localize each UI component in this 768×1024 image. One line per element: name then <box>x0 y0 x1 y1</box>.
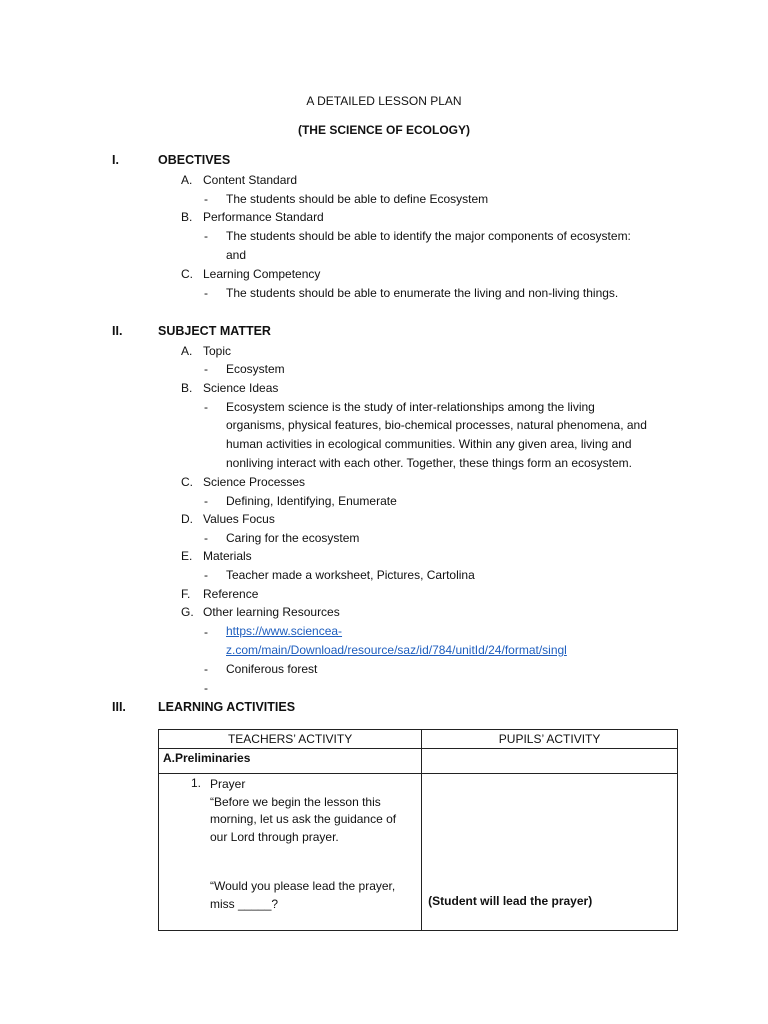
section-title-learning-activities: LEARNING ACTIVITIES <box>158 700 296 714</box>
objectives-a-detail: The students should be able to define Ecosystem <box>226 192 489 206</box>
subject-d-label: Values Focus <box>203 512 275 526</box>
subject-g-dash-1: - <box>204 625 208 639</box>
subject-b-dash: - <box>204 400 208 414</box>
subject-a-label: Topic <box>203 344 232 358</box>
subject-a-dash: - <box>204 362 208 376</box>
section-numeral-subject-matter: II. <box>112 324 123 338</box>
section-numeral-learning-activities: III. <box>112 700 126 714</box>
objectives-a-dash: - <box>204 192 208 206</box>
subject-e-label: Materials <box>203 549 252 563</box>
table-row <box>159 774 678 931</box>
document-title: A DETAILED LESSON PLAN <box>306 94 462 108</box>
subject-e-detail: Teacher made a worksheet, Pictures, Cartolina <box>226 568 475 582</box>
prayer-quote2-line2: miss _____? <box>210 896 279 911</box>
table-header-row <box>159 730 678 749</box>
resource-link-line2[interactable]: z.com/main/Download/resource/saz/id/784/unitId/24/format/singl <box>226 643 567 657</box>
subject-f-letter: F. <box>181 587 191 601</box>
subject-c-label: Science Processes <box>203 475 306 489</box>
activities-table <box>158 729 678 931</box>
student-response: (Student will lead the prayer) <box>428 894 593 908</box>
prayer-quote1-line2: morning, let us ask the guidance of <box>210 812 397 826</box>
subject-d-detail: Caring for the ecosystem <box>226 531 360 545</box>
subject-g-letter: G. <box>181 605 194 619</box>
objectives-b-dash: - <box>204 229 208 243</box>
prayer-block <box>210 776 420 846</box>
subject-c-letter: C. <box>181 475 193 489</box>
pupils-activity-header: PUPILS’ ACTIVITY <box>422 730 678 749</box>
subject-b-detail-line3: human activities in ecological communities. Within any given area, living and <box>226 437 632 451</box>
subject-e-dash: - <box>204 568 208 582</box>
preliminaries-response-cell <box>422 749 678 774</box>
preliminaries-cell: A.Preliminaries <box>159 749 422 774</box>
objectives-b-detail-line1: The students should be able to identify the major components of ecosystem: <box>226 229 631 243</box>
document-subtitle: (THE SCIENCE OF ECOLOGY) <box>297 123 470 137</box>
subject-c-detail: Defining, Identifying, Enumerate <box>226 494 397 508</box>
prayer-pupil-cell <box>422 774 678 931</box>
prayer-quote2-line1: “Would you please lead the prayer, <box>210 879 396 893</box>
subject-g-detail-2: Coniferous forest <box>226 662 318 676</box>
subject-e-letter: E. <box>181 549 193 563</box>
subject-d-letter: D. <box>181 512 193 526</box>
prayer-number: 1. <box>191 776 202 790</box>
subject-b-letter: B. <box>181 381 193 395</box>
objectives-a-label: Content Standard <box>203 173 298 187</box>
objectives-c-detail: The students should be able to enumerate the living and non-living things. <box>226 286 619 300</box>
teachers-activity-header: TEACHERS’ ACTIVITY <box>159 730 422 749</box>
subject-a-letter: A. <box>181 344 193 358</box>
objectives-c-letter: C. <box>181 267 193 281</box>
subject-d-dash: - <box>204 531 208 545</box>
prayer-quote1-line3: our Lord through prayer. <box>210 829 339 844</box>
objectives-b-label: Performance Standard <box>203 210 324 224</box>
section-title-objectives: OBECTIVES <box>158 153 231 167</box>
subject-g-label: Other learning Resources <box>203 605 340 619</box>
subject-b-detail-line4: nonliving interact with each other. Together, these things form an ecosystem. <box>226 456 633 470</box>
subject-b-detail-line1: Ecosystem science is the study of inter-relationships among the living <box>226 400 595 414</box>
subject-c-dash: - <box>204 494 208 508</box>
resource-link-line1[interactable]: https://www.sciencea- <box>226 624 343 638</box>
subject-g-dash-2: - <box>204 662 208 676</box>
prayer-teacher-cell <box>159 774 422 931</box>
subject-b-label: Science Ideas <box>203 381 279 395</box>
objectives-b-letter: B. <box>181 210 193 224</box>
objectives-b-detail-line2: and <box>226 248 247 262</box>
prayer-request-block <box>210 878 420 913</box>
section-title-subject-matter: SUBJECT MATTER <box>158 324 271 338</box>
objectives-a-letter: A. <box>181 173 193 187</box>
section-numeral-objectives: I. <box>112 153 119 167</box>
objectives-c-label: Learning Competency <box>203 267 321 281</box>
subject-f-label: Reference <box>203 587 259 601</box>
table-row <box>159 749 678 774</box>
objectives-c-dash: - <box>204 286 208 300</box>
subject-a-detail: Ecosystem <box>226 362 285 376</box>
prayer-title: Prayer <box>210 777 246 791</box>
prayer-quote1-line1: “Before we begin the lesson this <box>210 794 381 809</box>
subject-b-detail-line2: organisms, physical features, bio-chemical processes, natural phenomena, and <box>226 418 647 432</box>
subject-g-dash-3: - <box>204 681 208 695</box>
